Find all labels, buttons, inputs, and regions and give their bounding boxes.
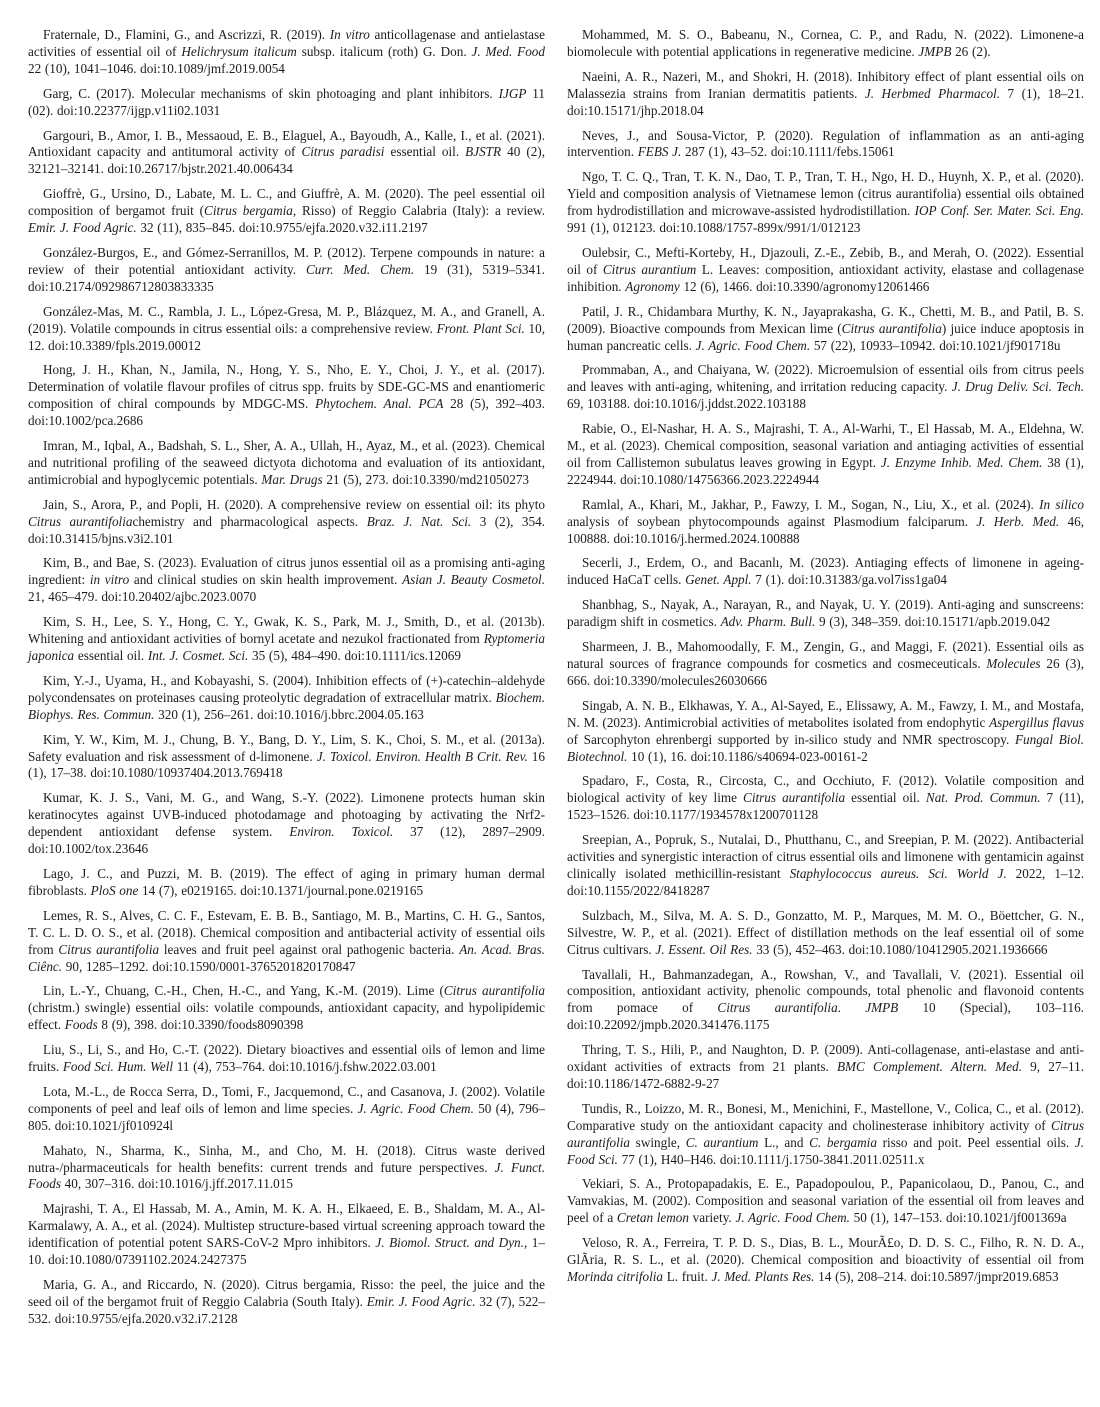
reference-entry: Sreepian, A., Popruk, S., Nutalai, D., Phutthanu, C., and Sreepian, P. M. (2022). Antibacterial activities and synergistic interaction of citrus essential oils and limonene with gentamicin against clinically isolated methicillin-resistant Staphylococcus aureus. Sci. World J. 2022, 1–12. doi:10.1155/2022/8418287	[567, 832, 1085, 898]
reference-entry: Shanbhag, S., Nayak, A., Narayan, R., and Nayak, U. Y. (2019). Anti-aging and sunscreens: paradigm shift in cosmetics. Adv. Pharm. Bull. 9 (3), 348–359. doi:10.15171/apb.2019.042	[567, 597, 1084, 630]
reference-entry: Thring, T. S., Hili, P., and Naughton, D. P. (2009). Anti-collagenase, anti-elastase and anti-oxidant activities of extracts from 21 plants. BMC Complement. Altern. Med. 9, 27–11. doi:10.1186/1472-6882-9-27	[567, 1042, 1085, 1091]
reference-entry: Lemes, R. S., Alves, C. C. F., Estevam, E. B. B., Santiago, M. B., Martins, C. H. G., Santos, T. C. L. D. O. S., et al. (2018). Chemical composition and antibacterial activity of essential oils from Citrus aurantifolia leaves and fruit peel against oral pathogenic bacteria. An. Acad. Bras. Ciênc. 90, 1285–1292. doi:10.1590/0001-3765201820170847	[28, 907, 545, 974]
reference-entry: Spadaro, F., Costa, R., Circosta, C., and Occhiuto, F. (2012). Volatile composition and biological activity of key lime Citrus aurantifolia essential oil. Nat. Prod. Commun. 7 (11), 1523–1526. doi:10.1177/1934578x1200701128	[567, 773, 1084, 823]
reference-entry: Kim, S. H., Lee, S. Y., Hong, C. Y., Gwak, K. S., Park, M. J., Smith, D., et al. (2013b). Whitening and antioxidant activities of bornyl acetate and nezukol fractionated from Ryptomeria japonica essential oil. Int. J. Cosmet. Sci. 35 (5), 484–490. doi:10.1111/ics.12069	[28, 614, 545, 663]
reference-entry: Lago, J. C., and Puzzi, M. B. (2019). The effect of aging in primary human dermal fibroblasts. PloS one 14 (7), e0219165. doi:10.1371/journal.pone.0219165	[28, 865, 545, 898]
reference-entry: Majrashi, T. A., El Hassab, M. A., Amin, M. K. A. H., Elkaeed, E. B., Shaldam, M. A., Al-Karmalawy, A. A., et al. (2024). Multistep structure-based virtual screening approach toward the identification of potential potent SARS-CoV-2 Mpro inhibitors. J. Biomol. Struct. and Dyn., 1–10. doi:10.1080/07391102.2024.2427375	[28, 1201, 545, 1268]
reference-entry: Garg, C. (2017). Molecular mechanisms of skin photoaging and plant inhibitors. IJGP 11 (02). doi:10.22377/ijgp.v11i02.1031	[28, 85, 545, 118]
reference-entry: Oulebsir, C., Mefti-Korteby, H., Djazouli, Z.-E., Zebib, B., and Merah, O. (2022). Essential oil of Citrus aurantium L. Leaves: composition, antioxidant activity, elastase and collagenase inhibition. Agronomy 12 (6), 1466. doi:10.3390/agronomy12061466	[567, 244, 1084, 294]
reference-entry: Vekiari, S. A., Protopapadakis, E. E., Papadopoulou, P., Papanicolaou, D., Panou, C., and Vamvakias, M. (2002). Composition and seasonal variation of the essential oil from leaves and peel of a Cretan lemon variety. J. Agric. Food Chem. 50 (1), 147–153. doi:10.1021/jf001369a	[567, 1176, 1084, 1226]
reference-entry: Singab, A. N. B., Elkhawas, Y. A., Al-Sayed, E., Elissawy, A. M., Fawzy, I. M., and Mostafa, N. M. (2023). Antimicrobial activities of metabolites isolated from endophytic Aspergillus flavus of Sarcophyton ehrenbergi supported by in-silico study and NMR spectroscopy. Fungal Biol. Biotechnol. 10 (1), 16. doi:10.1186/s40694-023-00161-2	[567, 697, 1084, 764]
reference-entry: Naeini, A. R., Nazeri, M., and Shokri, H. (2018). Inhibitory effect of plant essential oils on Malassezia strains from Iranian dermatitis patients. J. Herbmed Pharmacol. 7 (1), 18–21. doi:10.15171/jhp.2018.04	[567, 68, 1084, 118]
reference-entry: Prommaban, A., and Chaiyana, W. (2022). Microemulsion of essential oils from citrus peels and leaves with anti-aging, whitening, and irritation reducing capacity. J. Drug Deliv. Sci. Tech. 69, 103188. doi:10.1016/j.jddst.2022.103188	[567, 362, 1084, 412]
reference-entry: Rabie, O., El-Nashar, H. A. S., Majrashi, T. A., Al-Warhi, T., El Hassab, M. A., Eldehna, W. M., et al. (2023). Chemical composition, seasonal variation and antiaging activities of essential oil from Callistemon subulatus leaves growing in Egypt. J. Enzyme Inhib. Med. Chem. 38 (1), 2224944. doi:10.1080/14756366.2023.2224944	[567, 421, 1084, 487]
reference-entry: Ngo, T. C. Q., Tran, T. K. N., Dao, T. P., Tran, T. H., Ngo, H. D., Huynh, X. P., et al. (2020). Yield and composition analysis of Vietnamese lemon (citrus aurantifolia) essential oils obtained from hydrodistillation and microwave-assisted hydrodistillation. IOP Conf. Ser. Mater. Sci. Eng. 991 (1), 012123. doi:10.1088/1757-899x/991/1/012123	[567, 169, 1084, 236]
reference-entry: Gargouri, B., Amor, I. B., Messaoud, E. B., Elaguel, A., Bayoudh, A., Kalle, I., et al. (2021). Antioxidant capacity and antitumoral activity of Citrus paradisi essential oil. BJSTR 40 (2), 32121–32141. doi:10.26717/bjstr.2021.40.006434	[28, 127, 545, 177]
reference-entry: Kim, B., and Bae, S. (2023). Evaluation of citrus junos essential oil as a promising anti-aging ingredient: in vitro and clinical studies on skin health improvement. Asian J. Beauty Cosmetol. 21, 465–479. doi:10.20402/ajbc.2023.0070	[28, 555, 546, 605]
reference-entry: Kumar, K. J. S., Vani, M. G., and Wang, S.-Y. (2022). Limonene protects human skin keratinocytes against UVB-induced photodamage and photoaging by activating the Nrf2-dependent antioxidant defense system. Environ. Toxicol. 37 (12), 2897–2909. doi:10.1002/tox.23646	[28, 790, 545, 857]
reference-entry: Tundis, R., Loizzo, M. R., Bonesi, M., Menichini, F., Mastellone, V., Colica, C., et al. (2012). Comparative study on the antioxidant capacity and cholinesterase inhibitory activity of Citrus aurantifolia swingle, C. aurantium L., and C. bergamia risso and poit. Peel essential oils. J. Food Sci. 77 (1), H40–H46. doi:10.1111/j.1750-3841.2011.02511.x	[567, 1100, 1085, 1167]
reference-entry: Kim, Y. W., Kim, M. J., Chung, B. Y., Bang, D. Y., Lim, S. K., Choi, S. M., et al. (2013a). Safety evaluation and risk assessment of d-limonene. J. Toxicol. Environ. Health B Crit. Rev. 16 (1), 17–38. doi:10.1080/10937404.2013.769418	[28, 731, 545, 781]
references-column-right	[567, 27, 1084, 1387]
reference-entry: Mahato, N., Sharma, K., Sinha, M., and Cho, M. H. (2018). Citrus waste derived nutra-/pharmaceuticals for health benefits: current trends and future perspectives. J. Funct. Foods 40, 307–316. doi:10.1016/j.jff.2017.11.015	[28, 1142, 546, 1192]
reference-entry: Mohammed, M. S. O., Babeanu, N., Cornea, C. P., and Radu, N. (2022). Limonene-a biomolecule with potential applications in regenerative medicine. JMPB 26 (2).	[567, 27, 1084, 59]
reference-entry: Gioffrè, G., Ursino, D., Labate, M. L. C., and Giuffrè, A. M. (2020). The peel essential oil composition of bergamot fruit (Citrus bergamia, Risso) of Reggio Calabria (Italy): a review. Emir. J. Food Agric. 32 (11), 835–845. doi:10.9755/ejfa.2020.v32.i11.2197	[28, 186, 545, 236]
reference-entry: Imran, M., Iqbal, A., Badshah, S. L., Sher, A. A., Ullah, H., Ayaz, M., et al. (2023). Chemical and nutritional profiling of the seaweed dictyota dichotoma and evaluation of its antioxidant, antimicrobial and hypoglycemic potentials. Mar. Drugs 21 (5), 273. doi:10.3390/md21050273	[28, 438, 545, 487]
references-column-left	[28, 27, 545, 1387]
reference-entry: Lota, M.-L., de Rocca Serra, D., Tomi, F., Jacquemond, C., and Casanova, J. (2002). Volatile components of peel and leaf oils of lemon and lime species. J. Agric. Food Chem. 50 (4), 796–805. doi:10.1021/jf010924l	[28, 1083, 545, 1133]
reference-entry: Ramlal, A., Khari, M., Jakhar, P., Fawzy, I. M., Sogan, N., Liu, X., et al. (2024). In silico analysis of soybean phytocompounds against Plasmodium falciparum. J. Herb. Med. 46, 100888. doi:10.1016/j.hermed.2024.100888	[567, 496, 1084, 546]
reference-entry: Sulzbach, M., Silva, M. A. S. D., Gonzatto, M. P., Marques, M. M. O., Böettcher, G. N., Silvestre, W. P., et al. (2021). Effect of distillation methods on the leaf essential oil of some Citrus cultivars. J. Essent. Oil Res. 33 (5), 452–463. doi:10.1080/10412905.2021.1936666	[567, 907, 1084, 957]
reference-entry: Patil, J. R., Chidambara Murthy, K. N., Jayaprakasha, G. K., Chetti, M. B., and Patil, B. S. (2009). Bioactive compounds from Mexican lime (Citrus aurantifolia) juice induce apoptosis in human pancreatic cells. J. Agric. Food Chem. 57 (22), 10933–10942. doi:10.1021/jf901718u	[567, 303, 1084, 353]
reference-entry: González-Burgos, E., and Gómez-Serranillos, M. P. (2012). Terpene compounds in nature: a review of their potential antioxidant activity. Curr. Med. Chem. 19 (31), 5319–5341. doi:10.2174/092986712803833335	[28, 244, 545, 294]
reference-entry: Secerli, J., Erdem, O., and Bacanlı, M. (2023). Antiaging effects of limonene in ageing-induced HaCaT cells. Genet. Appl. 7 (1). doi:10.31383/ga.vol7iss1ga04	[567, 555, 1084, 588]
reference-entry: Liu, S., Li, S., and Ho, C.-T. (2022). Dietary bioactives and essential oils of lemon and lime fruits. Food Sci. Hum. Well 11 (4), 753–764. doi:10.1016/j.fshw.2022.03.001	[28, 1042, 545, 1075]
reference-entry: Maria, G. A., and Riccardo, N. (2020). Citrus bergamia, Risso: the peel, the juice and the seed oil of the bergamot fruit of Reggio Calabria (South Italy). Emir. J. Food Agric. 32 (7), 522–532. doi:10.9755/ejfa.2020.v32.i7.2128	[28, 1277, 545, 1326]
reference-entry: Sharmeen, J. B., Mahomoodally, F. M., Zengin, G., and Maggi, F. (2021). Essential oils as natural sources of fragrance compounds for cosmetics and cosmeceuticals. Molecules 26 (3), 666. doi:10.3390/molecules26030666	[567, 639, 1084, 688]
reference-entry: Neves, J., and Sousa-Victor, P. (2020). Regulation of inflammation as an anti-aging intervention. FEBS J. 287 (1), 43–52. doi:10.1111/febs.15061	[567, 127, 1084, 160]
reference-entry: Hong, J. H., Khan, N., Jamila, N., Hong, Y. S., Nho, E. Y., Choi, J. Y., et al. (2017). Determination of volatile flavour profiles of citrus spp. fruits by SDE-GC-MS and enantiomeric composition of chiral compounds by MDGC-MS. Phytochem. Anal. PCA 28 (5), 392–403. doi:10.1002/pca.2686	[28, 362, 545, 429]
reference-entry: González-Mas, M. C., Rambla, J. L., López-Gresa, M. P., Blázquez, M. A., and Granell, A. (2019). Volatile compounds in citrus essential oils: a comprehensive review. Front. Plant Sci. 10, 12. doi:10.3389/fpls.2019.00012	[28, 303, 546, 353]
reference-entry: Tavallali, H., Bahmanzadegan, A., Rowshan, V., and Tavallali, V. (2021). Essential oil composition, antioxidant activity, phenolic compounds, total phenolic and flavonoid contents from pomace of Citrus aurantifolia. JMPB 10 (Special), 103–116. doi:10.22092/jmpb.2020.341476.1175	[567, 966, 1085, 1033]
reference-entry: Kim, Y.-J., Uyama, H., and Kobayashi, S. (2004). Inhibition effects of (+)-catechin–aldehyde polycondensates on proteinases causing proteolytic degradation of extracellular matrix. Biochem. Biophys. Res. Commun. 320 (1), 256–261. doi:10.1016/j.bbrc.2004.05.163	[28, 672, 545, 722]
reference-entry: Lin, L.-Y., Chuang, C.-H., Chen, H.-C., and Yang, K.-M. (2019). Lime (Citrus aurantifolia (christm.) swingle) essential oils: volatile compounds, antioxidant capacity, and hypolipidemic effect. Foods 8 (9), 398. doi:10.3390/foods8090398	[28, 983, 545, 1033]
reference-entry: Veloso, R. A., Ferreira, T. P. D. S., Dias, B. L., MourÃ£o, D. D. S. C., Filho, R. N. D. A., GlÃria, R. S. L., et al. (2020). Chemical composition and bioactivity of essential oil from Morinda citrifolia L. fruit. J. Med. Plants Res. 14 (5), 208–214. doi:10.5897/jmpr2019.6853	[567, 1235, 1084, 1284]
reference-entry: Jain, S., Arora, P., and Popli, H. (2020). A comprehensive review on essential oil: its phyto Citrus aurantifoliachemistry and pharmacological aspects. Braz. J. Nat. Sci. 3 (2), 354. doi:10.31415/bjns.v3i2.101	[28, 496, 546, 546]
reference-entry: Fraternale, D., Flamini, G., and Ascrizzi, R. (2019). In vitro anticollagenase and antielastase activities of essential oil of Helichrysum italicum subsp. italicum (roth) G. Don. J. Med. Food 22 (10), 1041–1046. doi:10.1089/jmf.2019.0054	[28, 27, 545, 76]
